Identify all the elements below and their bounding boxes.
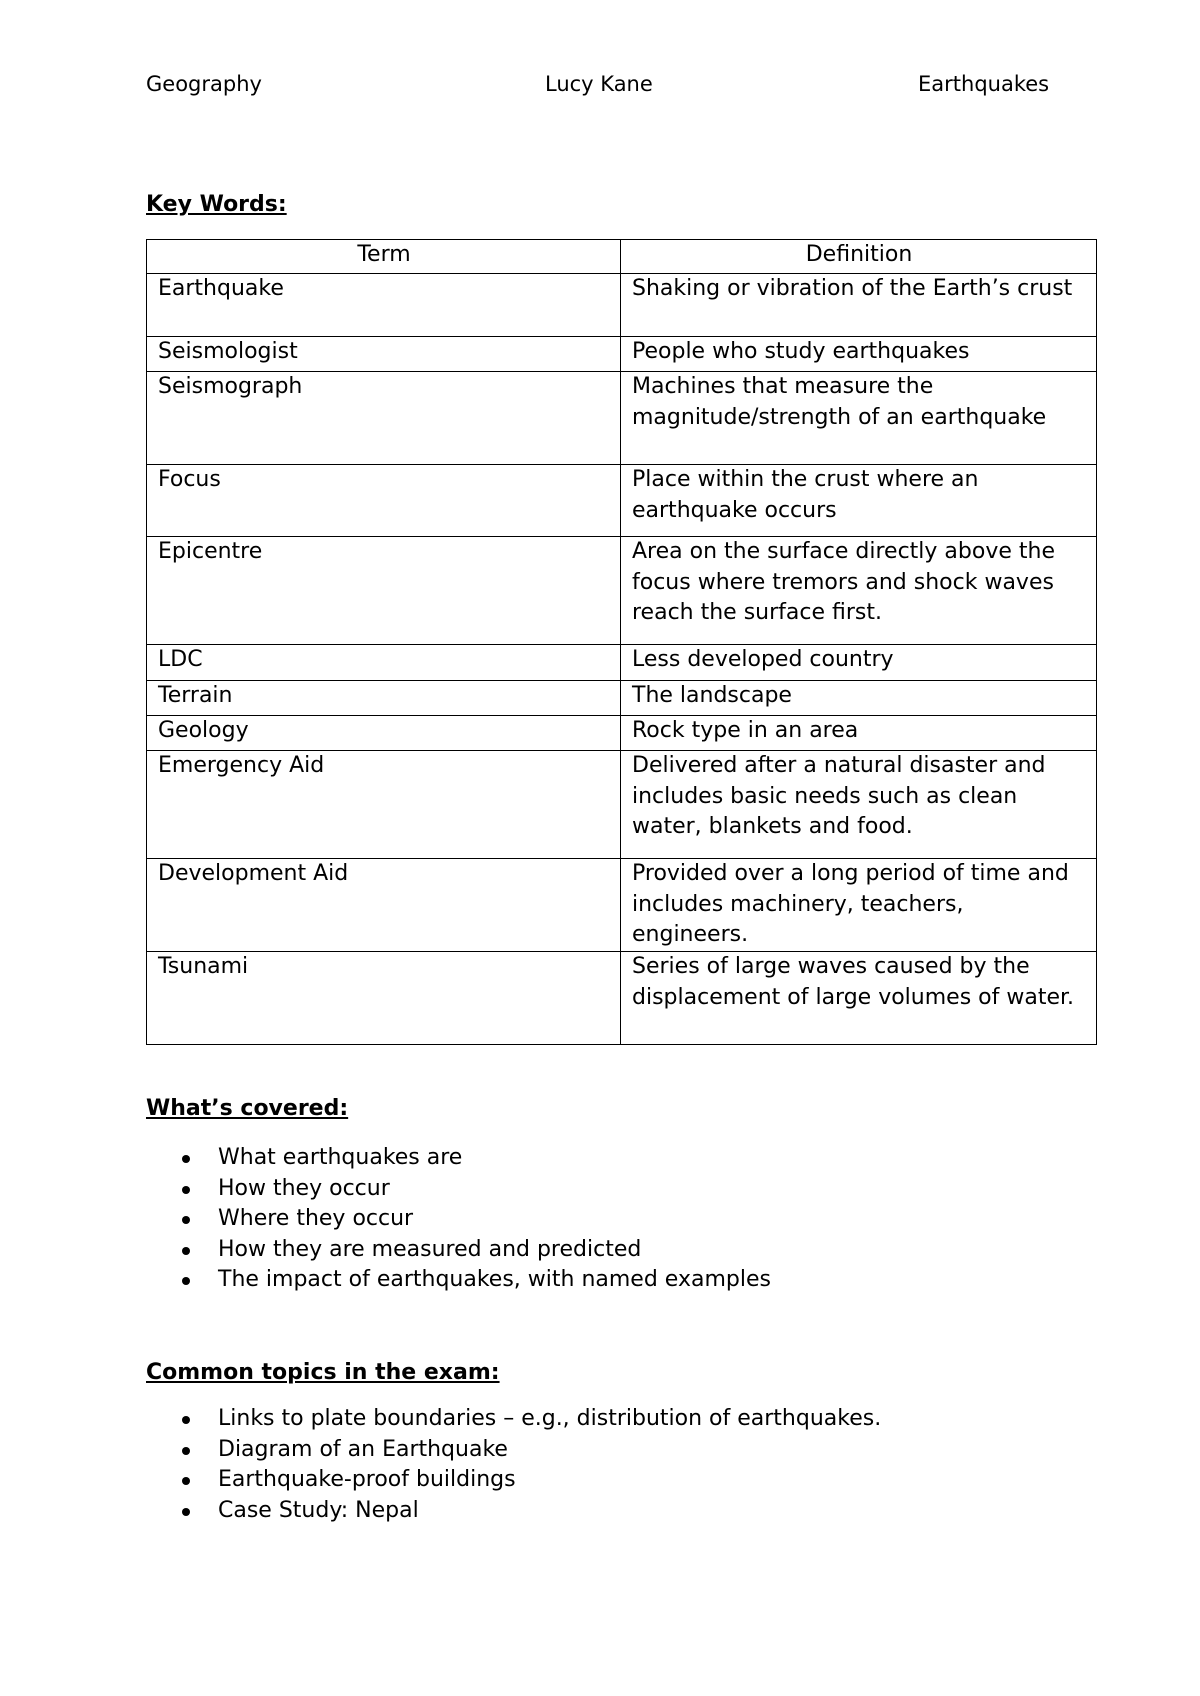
table-row <box>147 537 1097 645</box>
list-item <box>146 1204 771 1235</box>
definition-cell: Rock type in an area <box>621 716 1097 751</box>
list-item-text: Case Study: Nepal <box>218 1497 419 1523</box>
table-row <box>147 681 1097 716</box>
bullet-icon <box>182 1155 190 1163</box>
list-item <box>146 1235 771 1266</box>
list-item-text: Links to plate boundaries – e.g., distribution of earthquakes. <box>218 1406 882 1431</box>
header-subject: Geography <box>146 72 262 96</box>
definition-cell: Shaking or vibration of the Earth’s crust <box>621 274 1097 337</box>
exam-topics-list <box>146 1404 881 1526</box>
whats-covered-heading: What’s covered: <box>146 1096 349 1121</box>
column-header-definition: Definition <box>621 240 1097 274</box>
term-cell: Seismologist <box>147 337 621 372</box>
list-item <box>146 1265 771 1296</box>
term-cell: Development Aid <box>147 859 621 952</box>
column-header-term: Term <box>147 240 621 274</box>
key-words-table <box>146 239 1097 1045</box>
bullet-icon <box>182 1508 190 1516</box>
bullet-icon <box>182 1477 190 1485</box>
table-row <box>147 337 1097 372</box>
table-row <box>147 952 1097 1045</box>
header-author: Lucy Kane <box>545 72 653 96</box>
definition-cell: The landscape <box>621 681 1097 716</box>
definition-cell: Provided over a long period of time and includes machinery, teachers, engineers. <box>621 859 1097 952</box>
definition-cell: Delivered after a natural disaster and includes basic needs such as clean water, blankets and food. <box>621 751 1097 859</box>
exam-topics-heading: Common topics in the exam: <box>146 1360 500 1385</box>
definition-cell: Series of large waves caused by the displacement of large volumes of water. <box>621 952 1097 1045</box>
term-cell: Earthquake <box>147 274 621 337</box>
list-item-text: The impact of earthquakes, with named examples <box>218 1267 771 1292</box>
definition-cell: Less developed country <box>621 645 1097 681</box>
table-row <box>147 716 1097 751</box>
definition-cell: Area on the surface directly above the focus where tremors and shock waves reach the surface first. <box>621 537 1097 645</box>
list-item-text: Diagram of an Earthquake <box>218 1436 508 1462</box>
definition-cell: Place within the crust where an earthquake occurs <box>621 465 1097 537</box>
table-header-row <box>147 240 1097 274</box>
definition-cell: Machines that measure the magnitude/strength of an earthquake <box>621 372 1097 465</box>
list-item-text: How they occur <box>218 1175 390 1201</box>
table-row <box>147 859 1097 952</box>
list-item-text: How they are measured and predicted <box>218 1236 642 1262</box>
whats-covered-list <box>146 1143 771 1296</box>
list-item-text: What earthquakes are <box>218 1145 463 1170</box>
bullet-icon <box>182 1186 190 1194</box>
list-item <box>146 1496 881 1527</box>
table-row <box>147 372 1097 465</box>
term-cell: Tsunami <box>147 952 621 1045</box>
list-item-text: Earthquake-proof buildings <box>218 1467 516 1492</box>
header-topic: Earthquakes <box>918 72 1050 96</box>
bullet-icon <box>182 1247 190 1255</box>
list-item-text: Where they occur <box>218 1206 414 1231</box>
table-row <box>147 645 1097 681</box>
term-cell: Focus <box>147 465 621 537</box>
definition-cell: People who study earthquakes <box>621 337 1097 372</box>
list-item <box>146 1404 881 1435</box>
table-row <box>147 465 1097 537</box>
term-cell: Terrain <box>147 681 621 716</box>
list-item <box>146 1435 881 1466</box>
list-item <box>146 1465 881 1496</box>
list-item <box>146 1143 771 1174</box>
term-cell: Geology <box>147 716 621 751</box>
term-cell: Seismograph <box>147 372 621 465</box>
term-cell: Epicentre <box>147 537 621 645</box>
table-row <box>147 274 1097 337</box>
bullet-icon <box>182 1277 190 1285</box>
list-item <box>146 1174 771 1205</box>
bullet-icon <box>182 1416 190 1424</box>
term-cell: Emergency Aid <box>147 751 621 859</box>
table-row <box>147 751 1097 859</box>
bullet-icon <box>182 1216 190 1224</box>
key-words-heading: Key Words: <box>146 192 287 217</box>
term-cell: LDC <box>147 645 621 681</box>
bullet-icon <box>182 1447 190 1455</box>
